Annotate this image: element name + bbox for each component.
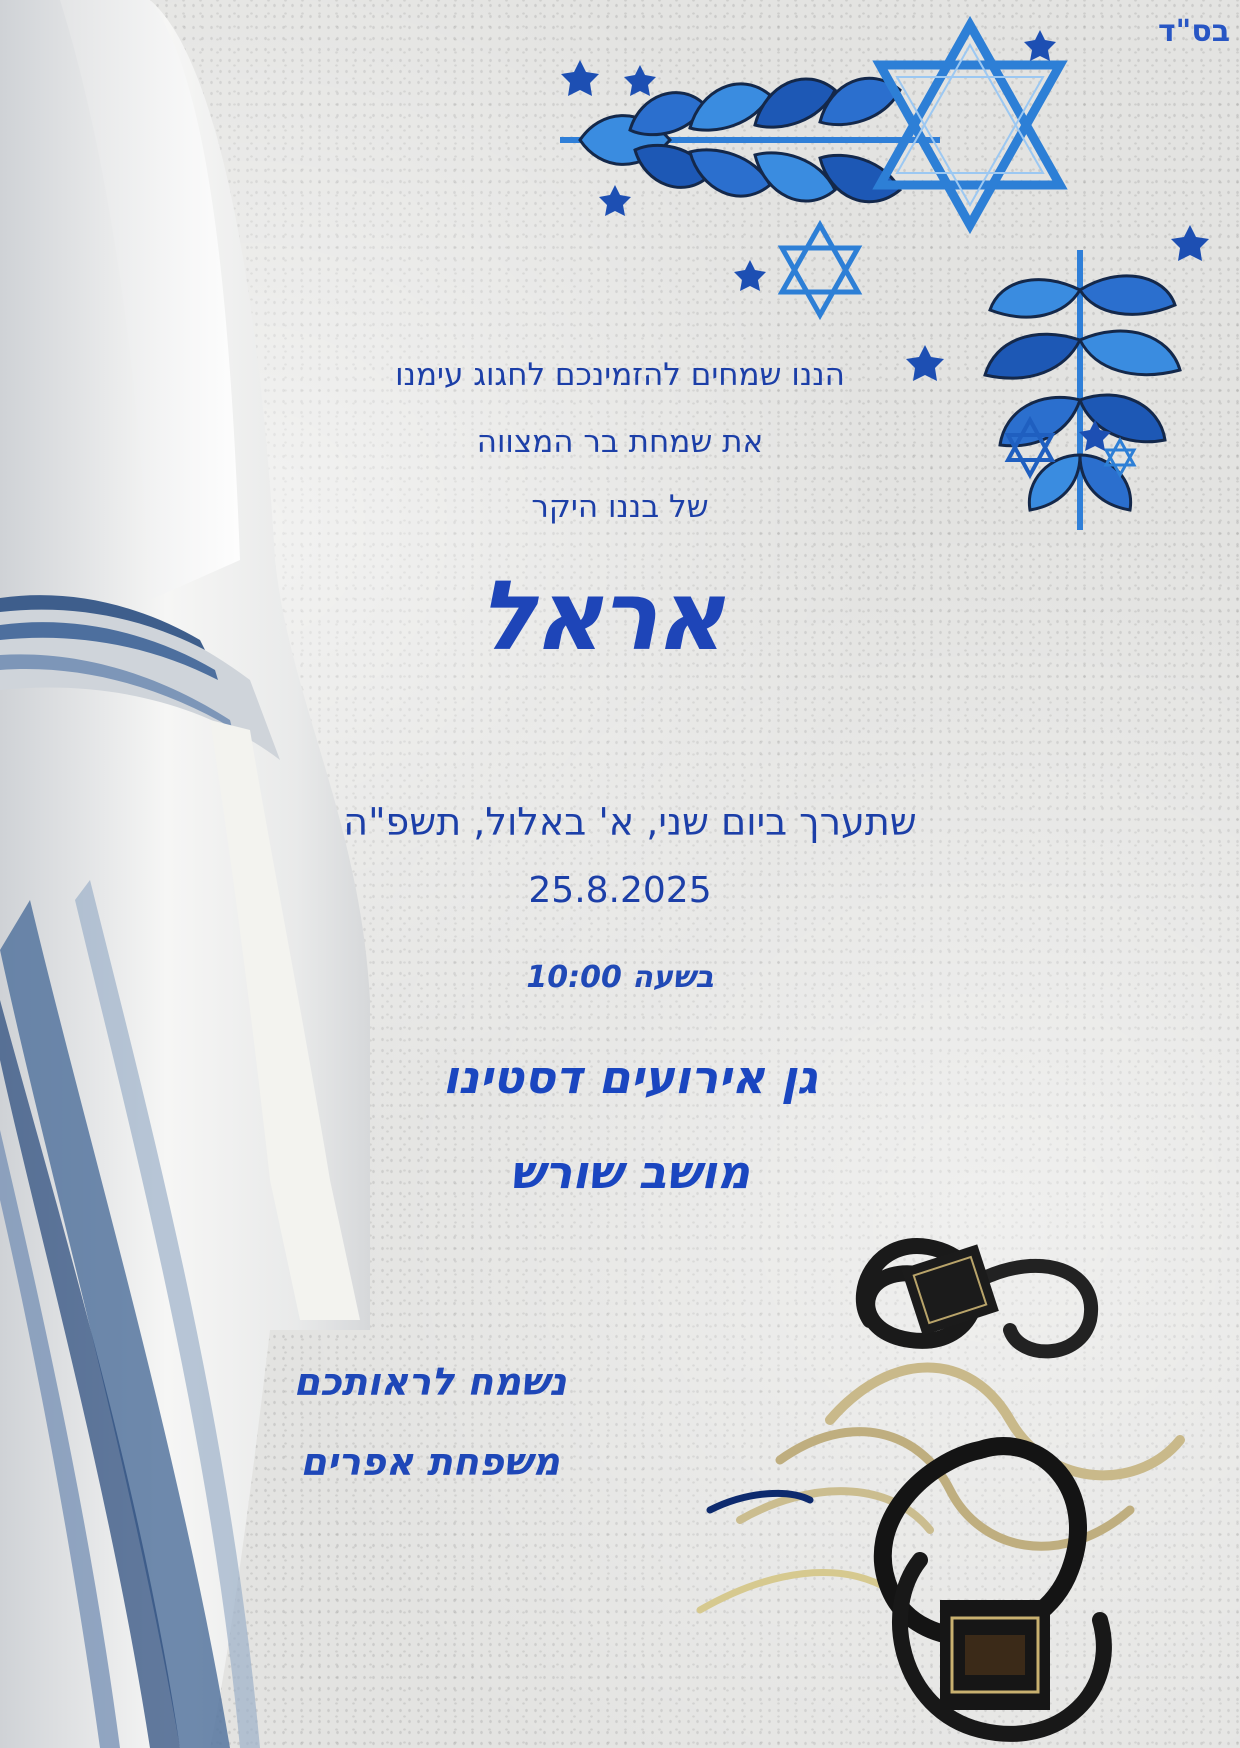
gregorian-date: 25.8.2025: [528, 870, 712, 911]
closing-message: נשמח לראותכם: [293, 1360, 567, 1404]
tefillin-head-box: [901, 1244, 999, 1335]
celebrant-name: אראל: [478, 560, 722, 672]
family-signature: משפחת אפרים: [300, 1440, 560, 1484]
small-star-of-david: [782, 225, 858, 315]
tallit-illustration: [0, 0, 420, 1748]
tefillin-arm-box: [940, 1600, 1050, 1710]
hebrew-date: שתערך ביום שני, א' באלול, תשפ"ה: [343, 800, 917, 844]
tefillin-illustration: [680, 1190, 1220, 1748]
event-time: בשעה 10:00: [526, 960, 714, 995]
venue-location: מושב שורש: [510, 1145, 750, 1199]
invitation-line-1: הננו שמחים להזמינכם לחגוג עימנו: [395, 357, 845, 393]
invitation-line-3: של בננו היקר: [531, 489, 709, 525]
venue-name: גן אירועים דסטינו: [442, 1050, 818, 1104]
bsd-header: בס"ד: [1158, 14, 1230, 49]
star-of-david-branch-decoration: [540, 10, 1240, 630]
invitation-line-2: את שמחת בר המצווה: [476, 424, 764, 460]
